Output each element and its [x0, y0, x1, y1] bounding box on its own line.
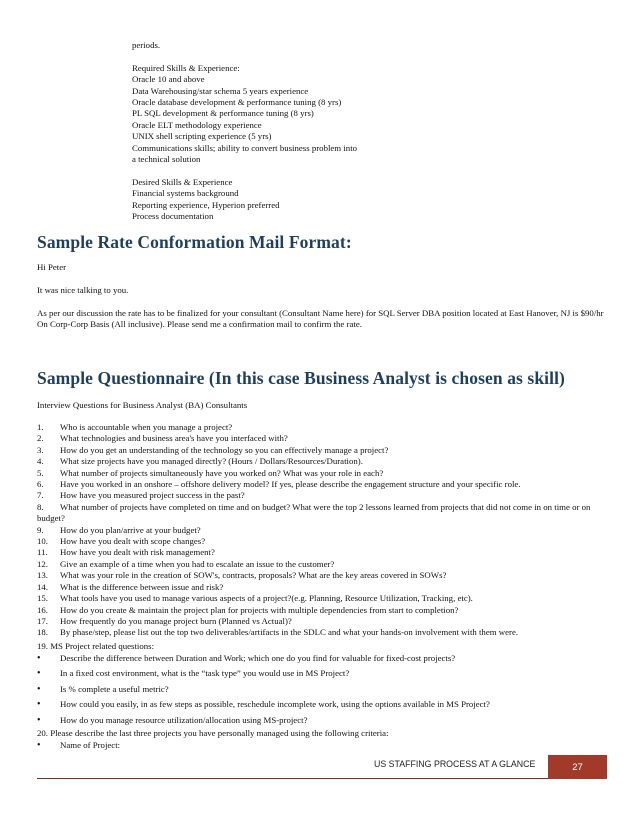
- bullet-icon: •: [37, 653, 41, 664]
- question-item: [37, 502, 607, 525]
- bullet-item: [37, 684, 607, 695]
- bullet-item: [37, 740, 607, 751]
- question-number: 14.: [37, 581, 48, 592]
- bullet-text: How do you manage resource utilization/allocation using MS-project?: [60, 714, 308, 725]
- question-text: What was your role in the creation of SOW's, contracts, proposals? What are the key areas covered in SOWs?: [60, 570, 447, 581]
- question-19: 19. MS Project related questions:: [37, 641, 155, 651]
- question-number: 11.: [37, 547, 48, 558]
- question-number: 4.: [37, 456, 44, 467]
- question-item: [37, 616, 607, 627]
- spacer: [132, 165, 552, 176]
- question-number: 7.: [37, 490, 44, 501]
- rate-paragraph: As per our discussion the rate has to be finalized for your consultant (Consultant Name here) for SQL Server DBA position located at East Hanover, NJ is $90/hr On Corp-Corp Basis (All inclusive). Please send me a confirmation mail to confirm the rate.: [37, 308, 604, 330]
- question-text: How do you plan/arrive at your budget?: [60, 524, 201, 535]
- question-20: 20. Please describe the last three projects you have personally managed using the following criteria:: [37, 728, 389, 738]
- bullet-text: Name of Project:: [60, 740, 121, 750]
- footer-title: US STAFFING PROCESS AT A GLANCE: [374, 759, 536, 769]
- question-text: By phase/step, please list out the top two deliverables/artifacts in the SDLC and what your hands-on involvement with them were.: [60, 627, 519, 638]
- skills-line: Desired Skills & Experience: [132, 176, 233, 187]
- question-item: [37, 445, 607, 456]
- question-item: [37, 547, 607, 558]
- question-text: What number of projects have completed on time and on budget? What were the top 2 lessons learned from projects that did not come in on time or on budget?: [37, 501, 591, 524]
- question-text: What tools have you used to manage various aspects of a project?(e.g. Planning, Resource Utilization, Tracking, etc).: [60, 593, 473, 604]
- questionnaire-heading: Sample Questionnaire (In this case Business Analyst is chosen as skill): [37, 368, 565, 388]
- skills-line: Process documentation: [132, 211, 214, 222]
- question-item: [37, 490, 607, 501]
- skills-line: Reporting experience, Hyperion preferred: [132, 199, 280, 210]
- question-item: [37, 536, 607, 547]
- rate-intro-line: It was nice talking to you.: [37, 285, 129, 295]
- bullet-icon: •: [37, 714, 41, 726]
- question-item: [37, 433, 607, 444]
- question-text: What technologies and business area's have you interfaced with?: [60, 433, 288, 444]
- question-number: 5.: [37, 467, 44, 478]
- bullet-icon: •: [37, 668, 41, 680]
- bullet-text: Describe the difference between Duration and Work; which one do you find for valuable for fixed-cost projects?: [60, 653, 456, 663]
- question-number: 6.: [37, 479, 44, 490]
- question-text: Have you worked in an onshore – offshore delivery model? If yes, please describe the engagement structure and your specific role.: [60, 479, 521, 490]
- question-number: 2.: [37, 433, 44, 444]
- question-item: [37, 605, 607, 616]
- question-item: [37, 593, 607, 604]
- question-text: Give an example of a time when you had to escalate an issue to the customer?: [60, 558, 335, 569]
- question-number: 1.: [37, 422, 44, 432]
- question-number: 16.: [37, 604, 48, 615]
- question-text: How have you dealt with scope changes?: [60, 536, 206, 547]
- spacer: [132, 51, 552, 62]
- skills-line: Oracle database development & performance tuning (8 yrs): [132, 97, 342, 108]
- question-text: How have you measured project success in the past?: [60, 490, 245, 501]
- bullet-icon: •: [37, 699, 41, 711]
- q19-bullets: [37, 653, 607, 730]
- question-number: 17.: [37, 615, 48, 626]
- skills-block: [132, 40, 552, 222]
- rate-heading: Sample Rate Conformation Mail Format:: [37, 232, 352, 252]
- skills-line: Oracle ELT methodology experience: [132, 119, 262, 130]
- skills-line: Data Warehousing/star schema 5 years experience: [132, 85, 309, 96]
- question-item: [37, 468, 607, 479]
- question-number: 12.: [37, 558, 48, 569]
- question-item: [37, 525, 607, 536]
- question-item: [37, 422, 607, 433]
- page-number: 27: [572, 761, 583, 773]
- question-number: 8.: [37, 501, 44, 512]
- question-text: How have you dealt with risk management?: [60, 547, 215, 558]
- question-item: [37, 570, 607, 581]
- questionnaire-intro: Interview Questions for Business Analyst (BA) Consultants: [37, 400, 248, 410]
- bullet-icon: •: [37, 683, 41, 695]
- question-number: 9.: [37, 524, 44, 535]
- bullet-text: Is % complete a useful metric?: [60, 683, 169, 694]
- question-item: [37, 559, 607, 570]
- bullet-item: [37, 699, 607, 710]
- question-text: How do you create & maintain the project plan for projects with multiple dependencies from start to completion?: [60, 604, 459, 615]
- q20-bullets: [37, 740, 607, 755]
- skills-line: Financial systems background: [132, 188, 239, 199]
- skills-line: a technical solution: [132, 154, 201, 165]
- rate-greeting: Hi Peter: [37, 262, 67, 272]
- bullet-item: [37, 653, 607, 664]
- bullet-icon: •: [37, 740, 41, 751]
- question-number: 15.: [37, 593, 48, 604]
- bullet-item: [37, 668, 607, 679]
- page-number-badge: [548, 755, 607, 779]
- question-text: How frequently do you manage project burn (Planned vs Actual)?: [60, 615, 292, 626]
- skills-line: Oracle 10 and above: [132, 74, 205, 85]
- question-text: What is the difference between issue and risk?: [60, 581, 224, 592]
- question-item: [37, 627, 607, 638]
- question-item: [37, 479, 607, 490]
- bullet-item: [37, 715, 607, 726]
- question-text: What size projects have you managed directly? (Hours / Dollars/Resources/Duration).: [60, 456, 363, 467]
- question-item: [37, 582, 607, 593]
- question-list: [37, 422, 607, 639]
- question-text: Who is accountable when you manage a project?: [60, 422, 233, 432]
- skills-line: Required Skills & Experience:: [132, 62, 240, 73]
- bullet-text: How could you easily, in as few steps as possible, reschedule incomplete work, using the options available in MS Project?: [60, 699, 490, 710]
- question-number: 13.: [37, 570, 48, 581]
- skills-line: Communications skills; ability to convert business problem into: [132, 142, 358, 153]
- footer-rule: [37, 778, 607, 779]
- skills-line: UNIX shell scripting experience (5 yrs): [132, 131, 272, 142]
- question-number: 3.: [37, 444, 44, 455]
- question-text: What number of projects simultaneously have you worked on? What was your role in each?: [60, 467, 384, 478]
- bullet-text: In a fixed cost environment, what is the “task type” you would use in MS Project?: [60, 668, 350, 679]
- question-number: 18.: [37, 627, 48, 638]
- question-text: How do you get an understanding of the technology so you can effectively manage a project?: [60, 444, 389, 455]
- question-number: 10.: [37, 536, 48, 547]
- question-item: [37, 456, 607, 467]
- skills-line: PL SQL development & performance tuning (8 yrs): [132, 108, 314, 119]
- skills-line: periods.: [132, 40, 161, 50]
